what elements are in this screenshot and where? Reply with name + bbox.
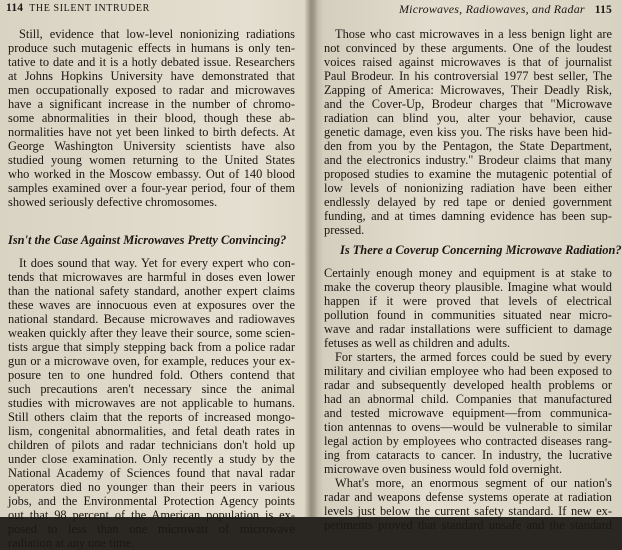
text-line: voices raised against microwaves is that of journalist xyxy=(324,55,612,69)
text-line: Still, evidence that low-level nonionizing radiations xyxy=(19,27,295,41)
text-line: had an abnormal child. Companies that manufactured xyxy=(324,392,612,406)
text-line: What's more, an enormous segment of our nation's xyxy=(335,476,612,490)
text-line: studied young women returning to the United States xyxy=(8,153,295,167)
text-line: radiation at any one time. xyxy=(8,536,135,550)
text-line: Certainly enough money and equipment is at stake to xyxy=(324,266,612,280)
text-line: weaken quickly after they leave their source, some scien- xyxy=(8,326,295,340)
text-line: microwave oven business would fold overnight. xyxy=(324,462,563,476)
text-line: Zapping of America: Microwaves, Their Deadly Risk, xyxy=(324,83,612,97)
text-line: children of pilots and radar technicians don't hold up xyxy=(8,438,295,452)
text-line: National Academy of Sciences found that naval radar xyxy=(8,466,295,480)
text-line: For starters, the armed forces could be sued by every xyxy=(335,350,612,364)
text-line: and the Cover-Up, Brodeur charges that "Microwave xyxy=(324,97,612,111)
text-line: operators died no younger than their peers in various xyxy=(8,480,295,494)
text-line: posed to less than one microwatt of microwave xyxy=(8,522,295,536)
text-line: out that 98 percent of the American population is ex- xyxy=(8,508,295,522)
text-line: radar and subsequently developed health problems or xyxy=(324,378,612,392)
text-line: funding, and at times damning evidence has been sup- xyxy=(324,209,612,223)
text-line: and the electronics industry." Brodeur claims that many xyxy=(324,153,612,167)
text-line: levels just below the current safety standard. If new ex- xyxy=(324,504,612,518)
text-line: at Johns Hopkins University have demonstrated that xyxy=(8,69,295,83)
text-line: den from you by the Pentagon, the State Department, xyxy=(324,139,612,153)
text-line: men occupationally exposed to radar and microwaves xyxy=(8,83,295,97)
text-line: lism, congenital abnormalities, and fetal death rates in xyxy=(8,424,295,438)
text-line: tends that microwaves are harmful in doses even lower xyxy=(8,270,295,284)
text-line: endlessly delayed by red tape or denied government xyxy=(324,195,612,209)
text-line: posure ten to one hundred fold. Others contend that xyxy=(8,368,295,382)
text-line: tative to date and it is a hotly debated issue. Researchers xyxy=(8,55,295,69)
text-line: periments proved that standard unsafe and the standard xyxy=(324,518,612,532)
text-line: tion antennas to ovens—would be vulnerable to similar xyxy=(324,420,612,434)
text-line: proposed studies to examine the mutagenic potential of xyxy=(324,167,612,181)
text-line: radar and weapons defense systems operate at radiation xyxy=(324,490,612,504)
text-line: happen if it were proved that levels of electrical xyxy=(324,294,612,308)
text-line: and tested microwave equipment—from communica- xyxy=(324,406,612,420)
book-gutter xyxy=(304,0,318,517)
text-line: produce such mutagenic effects in humans is only ten- xyxy=(8,41,295,55)
text-line: radiation can blind you, alter your behavior, cause xyxy=(324,111,612,125)
left-section-heading: Isn't the Case Against Microwaves Pretty Convincing? xyxy=(8,233,287,247)
right-running-title: Microwaves, Radiowaves, and Radar xyxy=(398,2,585,16)
text-line: ing from cataracts to cancer. In industry, the lucrative xyxy=(324,448,612,462)
left-page xyxy=(0,0,304,550)
text-line: studies with microwaves are not applicable to humans. xyxy=(8,396,295,410)
right-page-number: 115 xyxy=(594,4,612,16)
text-line: national standard. Because microwaves and radiowaves xyxy=(8,312,295,326)
text-line: have a significant increase in the number of chromo- xyxy=(8,97,295,111)
text-line: these waves are innocuous even at exposures over the xyxy=(8,298,295,312)
text-line: normalities have not yet been linked to birth defects. At xyxy=(8,125,295,139)
text-line: low levels of nonionizing radiation have been either xyxy=(324,181,612,195)
text-line: Still others claim that the reports of increased mongo- xyxy=(8,410,295,424)
left-running-head xyxy=(6,2,150,14)
text-line: than the national safety standard, another expert claims xyxy=(8,284,295,298)
text-line: legal action by employees who contracted diseases rang- xyxy=(324,434,612,448)
text-line: Those who cast microwaves in a less benign light are xyxy=(335,27,612,41)
text-line: genetic damage, even kiss you. The risks have been hid- xyxy=(324,125,612,139)
text-line: jobs, and the Environmental Protection Agency points xyxy=(8,494,295,508)
text-line: pollution found in communities situated near micro- xyxy=(324,308,612,322)
text-line: gun or a microwave oven, for example, reduces your ex- xyxy=(8,354,295,368)
text-line: under close examination. Only recently a study by the xyxy=(8,452,295,466)
left-page-number: 114 xyxy=(6,2,24,14)
text-line: samples examined over a four-year period, four of them xyxy=(8,181,295,195)
text-line: not convinced by these arguments. One of the loudest xyxy=(324,41,612,55)
text-line: It does sound that way. Yet for every expert who con- xyxy=(19,256,295,270)
text-line: George Washington University scientists have also xyxy=(8,139,295,153)
text-line: military and civilian employee who had been exposed to xyxy=(324,364,612,378)
text-line: Paul Brodeur. In his controversial 1977 best seller, The xyxy=(324,69,612,83)
text-line: tists argue that simply stepping back from a police radar xyxy=(8,340,295,354)
right-page xyxy=(318,0,622,532)
right-section-heading: Is There a Coverup Concerning Microwave Radiation? xyxy=(340,243,622,257)
text-line: such precautions aren't necessary since the animal xyxy=(8,382,295,396)
text-line: who worked in the Moscow embassy. Out of 140 blood xyxy=(8,167,295,181)
text-line: wave and radar installations were sufficient to damage xyxy=(324,322,612,336)
text-line: showed seriously defective chromosomes. xyxy=(8,195,218,209)
right-running-head xyxy=(399,2,612,17)
text-line: fetuses as well as children and adults. xyxy=(324,336,511,350)
text-line: some abnormalities in their blood, though these ab- xyxy=(8,111,295,125)
text-line: make the coverup theory plausible. Imagine what would xyxy=(324,280,612,294)
left-running-title: THE SILENT INTRUDER xyxy=(29,3,150,14)
text-line: pressed. xyxy=(324,223,365,237)
